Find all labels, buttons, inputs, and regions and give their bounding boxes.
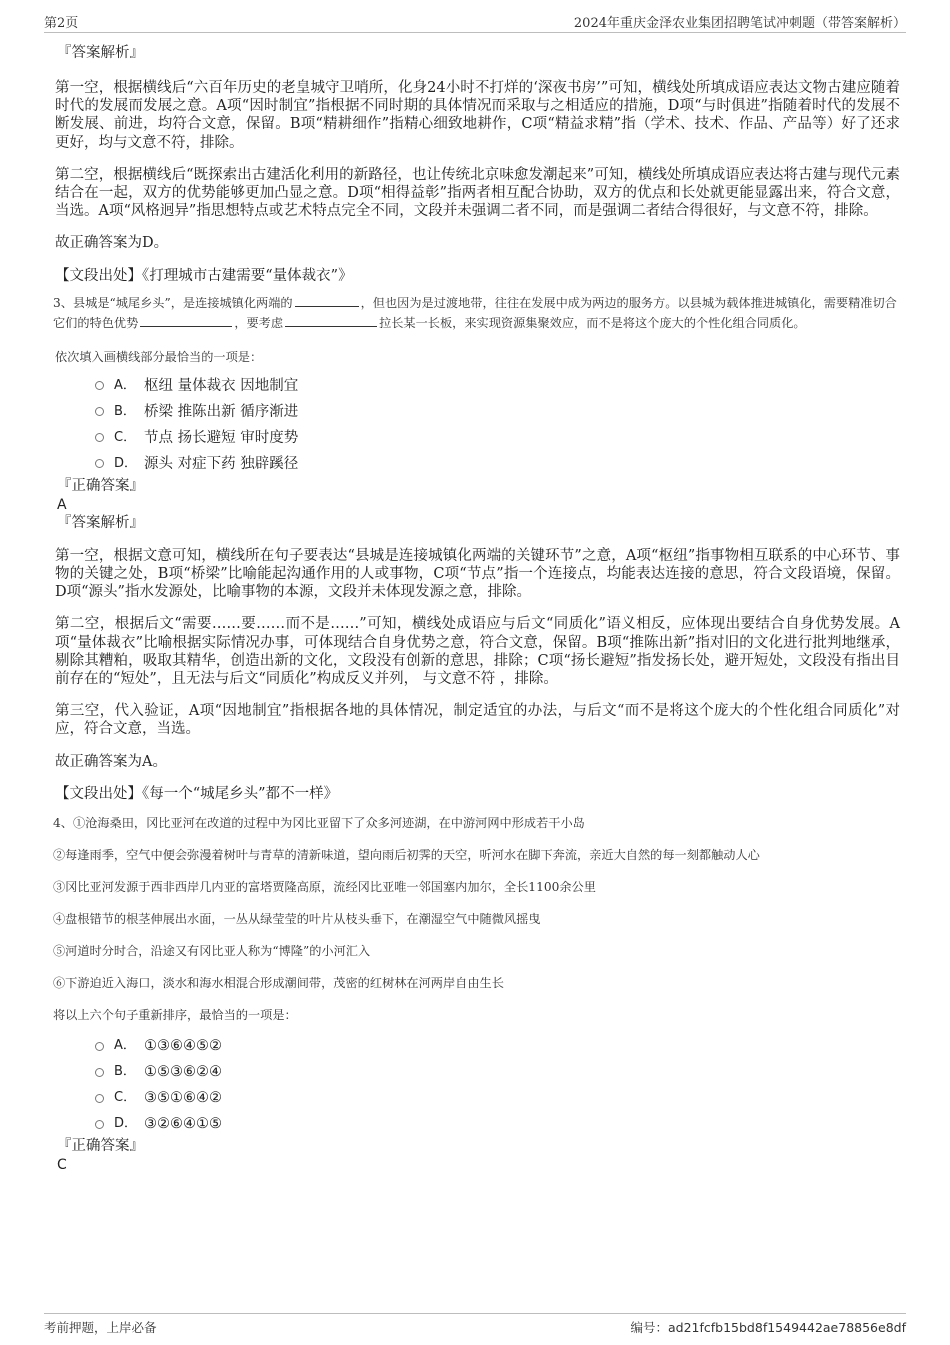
radio-icon[interactable] <box>95 381 104 390</box>
option-b[interactable]: B． ①⑤③⑥②④ <box>95 1059 900 1085</box>
correct-answer-label: 『正确答案』 <box>57 1138 144 1155</box>
fill-blank <box>295 294 359 307</box>
radio-icon[interactable] <box>95 1120 104 1129</box>
analysis-paragraph: 第三空，代入验证，A项“因地制宜”指根据各地的具体情况，制定适宜的办法，与后文“而不是将这个庞大的个性化组合同质化”对应，符合文意，当选。 <box>55 703 900 738</box>
option-b[interactable]: B． 桥梁 推陈出新 循序渐进 <box>95 399 900 425</box>
page-number: 第2页 <box>44 16 79 31</box>
source-citation: 【文段出处】《每一个“城尾乡头”都不一样》 <box>55 785 339 802</box>
option-a[interactable]: A． ①③⑥④⑤② <box>95 1033 900 1059</box>
source-citation: 【文段出处】《打理城市古建需要“量体裁衣”》 <box>55 267 353 284</box>
page-header <box>44 10 906 33</box>
option-c[interactable]: C． 节点 扬长避短 审时度势 <box>95 425 900 451</box>
correct-answer: A <box>57 496 67 513</box>
page-footer <box>44 1313 906 1340</box>
correct-answer-label: 『正确答案』 <box>57 477 144 494</box>
question-sentence: ⑤河道时分时合，沿途又有冈比亚人称为“博隆”的小河汇入 <box>53 944 371 959</box>
document-code: 编号：ad21fcfb15bd8f1549442ae78856e8df <box>630 1320 906 1335</box>
fill-blank <box>140 314 232 327</box>
radio-icon[interactable] <box>95 1042 104 1051</box>
question-prompt: 将以上六个句子重新排序，最恰当的一项是： <box>53 1008 297 1023</box>
radio-icon[interactable] <box>95 1068 104 1077</box>
fill-blank <box>285 314 377 327</box>
question-sentence: ④盘根错节的根茎伸展出水面，一丛从绿莹莹的叶片从枝头垂下，在潮湿空气中随微风摇曳 <box>53 912 541 927</box>
page-content <box>55 44 900 1174</box>
document-title: 2024年重庆金泽农业集团招聘笔试冲刺题（带答案解析） <box>573 16 906 31</box>
analysis-label: 『答案解析』 <box>57 514 144 531</box>
option-d[interactable]: D． ③②⑥④①⑤ <box>95 1111 900 1137</box>
radio-icon[interactable] <box>95 1094 104 1103</box>
analysis-paragraph: 第一空，根据横线后“六百年历史的老皇城守卫哨所，化身24小时不打烊的‘深夜书房’”可知，横线处所填成语应表达文物古建应随着时代的发展而发展之意。A项“因时制宜”指根据不同时期的具体情况而采取与之相适应的措施，D项“与时俱进”指随着时代的发展不断发展、前进，均符合文意，保留。B项“精耕细作”指精心细致地耕作，C项“精益求精”指（学术、技术、作品、产品等）好了还求更好，均与文意不符，排除。 <box>55 80 900 151</box>
option-c[interactable]: C． ③⑤①⑥④② <box>95 1085 900 1111</box>
question-sentence: ②每逢雨季，空气中便会弥漫着树叶与青草的清新味道，望向雨后初霁的天空，听河水在脚下奔流，亲近大自然的每一刻都触动人心 <box>53 848 760 863</box>
question-prompt: 依次填入画横线部分最恰当的一项是： <box>55 349 263 364</box>
analysis-paragraph: 第一空，根据文意可知，横线所在句子要表达“县城是连接城镇化两端的关键环节”之意，A项“枢纽”指事物相互联系的中心环节、事物的关键之处，B项“桥梁”比喻能起沟通作用的人或事物，C项“节点”指一个连接点，均能表达连接的意思，符合文段语境，保留。D项“源头”指水发源处，比喻事物的本源，文段并未体现发源之意，排除。 <box>55 547 900 601</box>
option-a[interactable]: A． 枢纽 量体裁衣 因地制宜 <box>95 373 900 399</box>
answer-conclusion: 故正确答案为D。 <box>55 235 169 252</box>
analysis-label: 『答案解析』 <box>57 45 144 61</box>
options-list <box>95 373 900 477</box>
correct-answer: C <box>57 1157 67 1174</box>
analysis-paragraph: 第二空，根据横线后“既探索出古建活化利用的新路径，也让传统北京味愈发潮起来”可知，横线处所填成语应表达将古建与现代元素结合在一起，双方的优势能够更加凸显之意。D项“相得益彰”指两者相互配合协助，双方的优点和长处就更能显露出来，符合文意，当选。A项“风格迥异”指思想特点或艺术特点完全不同，文段并未强调二者不同，而是强调二者结合得很好，与文意不符，排除。 <box>55 166 900 220</box>
analysis-paragraph: 第二空，根据后文“需要……要……而不是……”可知，横线处成语应与后文“同质化”语义相反，应体现出要结合自身优势发展。A项“量体裁衣”比喻根据实际情况办事，可体现结合自身优势之意，符合文意，保留。B项“推陈出新”指对旧的文化进行批判地继承，剔除其糟粕，吸取其精华，创造出新的文化，文段没有创新的意思，排除；C项“扬长避短”指发扬长处，避开短处，文段没有指出目前存在的“短处”，且无法与后文“同质化”构成反义并列， 与文意不符 ，排除。 <box>55 616 900 688</box>
answer-conclusion: 故正确答案为A。 <box>55 753 167 770</box>
question-sentence: ⑥下游迫近入海口，淡水和海水相混合形成潮间带，茂密的红树林在河两岸自由生长 <box>53 976 504 991</box>
options-list <box>95 1033 900 1137</box>
footer-slogan: 考前押题，上岸必备 <box>44 1320 157 1335</box>
question-sentence: 4、①沧海桑田，冈比亚河在改道的过程中为冈比亚留下了众多河迹湖，在中游河网中形成若干小岛 <box>53 816 585 831</box>
radio-icon[interactable] <box>95 407 104 416</box>
question-stem: 3、县城是“城尾乡头”，是连接城镇化两端的 ，但也因为是过渡地带，往往在发展中成为两边的服务方。以县城为载体推进城镇化，需要精准切合它们的特色优势 ，要考虑 拉长某一长板，来实现资源集聚效应，而不是将这个庞大的个性化组合同质化。 <box>53 295 897 330</box>
radio-icon[interactable] <box>95 459 104 468</box>
question-sentence: ③冈比亚河发源于西非西岸几内亚的富塔贾隆高原，流经冈比亚唯一邻国塞内加尔，全长1100余公里 <box>53 880 596 895</box>
option-d[interactable]: D． 源头 对症下药 独辟蹊径 <box>95 451 900 477</box>
radio-icon[interactable] <box>95 433 104 442</box>
